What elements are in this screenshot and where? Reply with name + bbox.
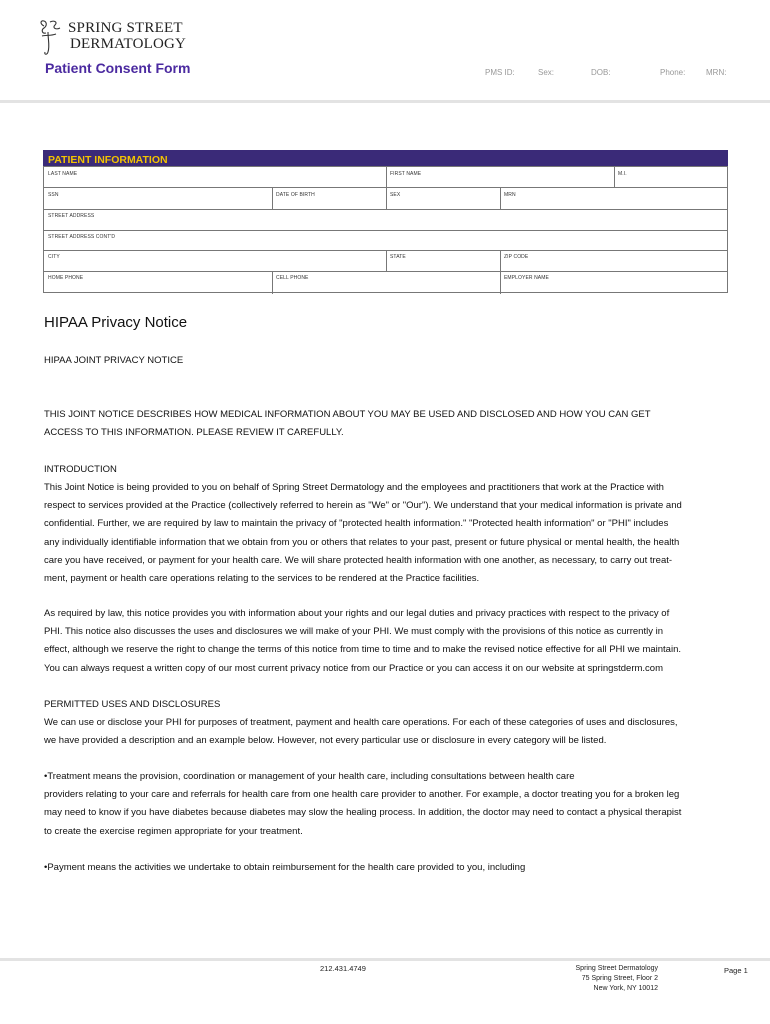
header-mrn: MRN:	[706, 68, 727, 77]
logo-wordmark	[68, 20, 186, 52]
introduction-line: respect to services provided at the Practice (collectively referred to herein as "We" or "Our"). We understand that your medical information is private and	[44, 500, 682, 512]
intro-notice-paragraph	[44, 406, 730, 442]
zip-code-field[interactable]: ZIP CODE	[504, 254, 529, 260]
introduction-line: confidential. Further, we are required by law to maintain the privacy of "protected health information." "Protected health information" or "PHI" includes	[44, 518, 669, 530]
legal-duties-line: PHI. This notice also discusses the uses and disclosures we will make of your PHI. We must comply with the provisions of this notice as currently in	[44, 626, 663, 638]
logo-line-1: SPRING STREET	[68, 20, 183, 36]
permitted-uses-line: We can use or disclose your PHI for purposes of treatment, payment and health care operations. For each of these categories of uses and disclosures,	[44, 717, 678, 728]
footer-address-line: Spring Street Dermatology	[575, 965, 658, 972]
legal-duties-line: You can always request a written copy of our most current privacy notice from our Practice or you can access it on our website at springstderm.com	[44, 662, 664, 674]
introduction-line: care you have received, or payment for your health care. We will share protected health information with one another, as necessary, to carry out treat-	[44, 554, 673, 566]
ssn-field[interactable]: SSN	[48, 192, 59, 198]
introduction-line: any individually identifiable information that we obtain from you or others that relates to your past, present or future physical or mental health, the health	[44, 536, 680, 548]
legal-duties-paragraph	[44, 605, 730, 678]
intro-notice-line: THIS JOINT NOTICE DESCRIBES HOW MEDICAL INFORMATION ABOUT YOU MAY BE USED AND DISCLOSED AND HOW YOU CAN GET	[44, 409, 651, 420]
city-field[interactable]: CITY	[48, 254, 60, 260]
footer-address-line: 75 Spring Street, Floor 2	[581, 975, 658, 982]
treatment-line: •Treatment means the provision, coordination or management of your health care, including consultations between health care	[44, 771, 575, 782]
cell-phone-field[interactable]: CELL PHONE	[276, 275, 309, 281]
header-dob: DOB:	[591, 68, 611, 77]
header-sex: Sex:	[538, 68, 555, 77]
footer-divider	[0, 958, 770, 961]
header-divider	[0, 100, 770, 103]
logo-graphic	[38, 18, 68, 58]
introduction-paragraph	[44, 479, 730, 588]
payment-paragraph: •Payment means the activities we undertake to obtain reimbursement for the health care provided to you, including	[44, 862, 526, 873]
street-address-2-field[interactable]: STREET ADDRESS CONT'D	[48, 234, 116, 240]
street-address-field[interactable]: STREET ADDRESS	[48, 213, 95, 219]
introduction-line: This Joint Notice is being provided to you on behalf of Spring Street Dermatology and the employees and practitioners that work at the Practice with	[44, 482, 664, 493]
legal-duties-line: effect, although we reserve the right to change the terms of this notice from time to time and to make the revised notice effective for all PHI we maintain.	[44, 644, 681, 656]
permitted-uses-paragraph	[44, 714, 730, 750]
footer-address-line: New York, NY 10012	[593, 985, 658, 992]
legal-duties-line: As required by law, this notice provides you with information about your rights and our legal duties and privacy practices with respect to the privacy of	[44, 608, 670, 619]
middle-initial-field[interactable]: M.I.	[618, 171, 627, 177]
date-of-birth-field[interactable]: DATE OF BIRTH	[276, 192, 315, 198]
mrn-field[interactable]: MRN	[504, 192, 516, 198]
patient-info-table	[43, 166, 728, 293]
hipaa-subheading: HIPAA JOINT PRIVACY NOTICE	[44, 355, 184, 366]
footer-phone: 212.431.4749	[320, 964, 366, 973]
hipaa-heading: HIPAA Privacy Notice	[44, 314, 188, 331]
treatment-line: may need to know if you have diabetes because diabetes may slow the healing process. In addition, the doctor may need to contact a physical therapist	[44, 807, 682, 819]
employer-name-field[interactable]: EMPLOYER NAME	[504, 275, 549, 281]
home-phone-field[interactable]: HOME PHONE	[48, 275, 84, 281]
last-name-field[interactable]: LAST NAME	[48, 171, 78, 177]
sex-field[interactable]: SEX	[390, 192, 401, 198]
treatment-line: providers relating to your care and referrals for health care from one health care provider to another. For example, a doctor treating you for a broken leg	[44, 789, 680, 801]
introduction-heading: INTRODUCTION	[44, 464, 117, 475]
treatment-paragraph	[44, 768, 730, 841]
footer-address	[540, 964, 658, 994]
header-pms-id: PMS ID:	[485, 68, 515, 77]
logo-line-2: DERMATOLOGY	[70, 36, 187, 52]
state-field[interactable]: STATE	[390, 254, 406, 260]
treatment-line: to create the exercise regimen appropriate for your treatment.	[44, 825, 303, 837]
permitted-uses-line: we have provided a description and an example below. However, not every particular use or disclosure in every category will be listed.	[44, 735, 607, 747]
form-title: Patient Consent Form	[45, 60, 191, 76]
permitted-uses-heading: PERMITTED USES AND DISCLOSURES	[44, 699, 221, 710]
header-phone: Phone:	[660, 68, 686, 77]
intro-notice-line: ACCESS TO THIS INFORMATION. PLEASE REVIEW IT CAREFULLY.	[44, 427, 344, 439]
first-name-field[interactable]: FIRST NAME	[390, 171, 422, 177]
page-number: Page 1	[724, 966, 748, 975]
introduction-line: ment, payment or health care operations relating to the services to be rendered at the Practice facilities.	[44, 573, 480, 585]
patient-info-title: PATIENT INFORMATION	[48, 154, 168, 166]
